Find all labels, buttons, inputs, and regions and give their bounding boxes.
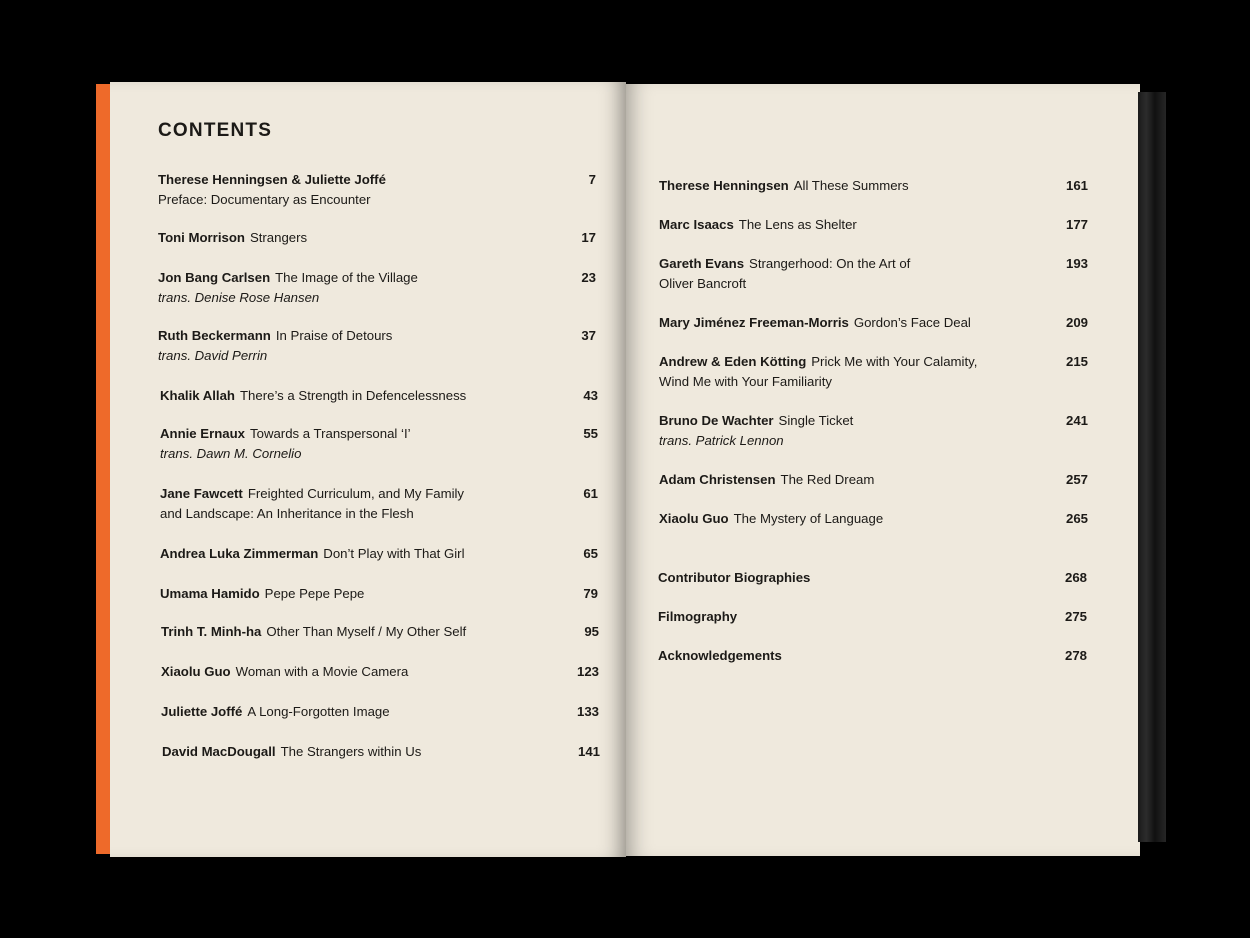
contents-entry xyxy=(659,254,1088,294)
entry-author: David MacDougall xyxy=(162,744,276,759)
entry-author: Toni Morrison xyxy=(158,230,245,245)
entry-title-continued: Preface: Documentary as Encounter xyxy=(158,192,371,207)
contents-entry xyxy=(659,352,1088,392)
back-matter-entry xyxy=(658,646,1087,666)
entry-title-continued: Wind Me with Your Familiarity xyxy=(659,374,832,389)
entry-line xyxy=(161,622,561,642)
entry-author: Therese Henningsen xyxy=(659,178,789,193)
entry-line xyxy=(158,326,558,346)
entry-line xyxy=(659,176,1039,196)
entry-title: Pepe Pepe Pepe xyxy=(264,586,365,601)
entry-author: Adam Christensen xyxy=(659,472,776,487)
entry-title: The Red Dream xyxy=(780,472,875,487)
contents-entry xyxy=(659,411,1088,451)
entry-page-number: 61 xyxy=(583,486,598,501)
entry-line xyxy=(160,544,560,564)
entry-translator: trans. Patrick Lennon xyxy=(659,433,784,448)
entry-title-continued: and Landscape: An Inheritance in the Flesh xyxy=(160,506,414,521)
contents-heading: CONTENTS xyxy=(158,120,273,141)
entry-page-number: 55 xyxy=(583,426,598,441)
entry-author: Xiaolu Guo xyxy=(659,511,729,526)
entry-author: Umama Hamido xyxy=(160,586,260,601)
entry-line xyxy=(160,424,560,444)
left-page xyxy=(110,82,626,857)
entry-page-number: 177 xyxy=(1065,217,1088,232)
entry-page-number: 17 xyxy=(581,230,596,245)
right-page xyxy=(626,84,1140,856)
entry-page-number: 257 xyxy=(1065,472,1088,487)
entry-page-number: 23 xyxy=(581,270,596,285)
contents-entry xyxy=(659,176,1088,196)
entry-title: The Strangers within Us xyxy=(280,744,422,759)
entry-author: Juliette Joffé xyxy=(161,704,243,719)
entry-page-number: 123 xyxy=(576,664,599,679)
entry-page-number: 65 xyxy=(583,546,598,561)
entry-author: Jane Fawcett xyxy=(160,486,243,501)
contents-entry xyxy=(158,326,596,366)
entry-title: The Mystery of Language xyxy=(733,511,884,526)
entry-page-number: 268 xyxy=(1064,570,1087,585)
entry-line xyxy=(659,352,1039,372)
entry-title: Towards a Transpersonal ‘I’ xyxy=(250,426,411,441)
entry-line xyxy=(160,386,560,406)
entry-page-number: 37 xyxy=(581,328,596,343)
entry-author: Andrea Luka Zimmerman xyxy=(160,546,319,561)
contents-entry xyxy=(161,662,599,682)
entry-author: Trinh T. Minh-ha xyxy=(161,624,262,639)
contents-entry xyxy=(161,622,599,642)
entry-line xyxy=(659,254,1039,274)
entry-page-number: 161 xyxy=(1065,178,1088,193)
entry-author: Jon Bang Carlsen xyxy=(158,270,271,285)
entry-page-number: 275 xyxy=(1064,609,1087,624)
entry-translator: trans. Denise Rose Hansen xyxy=(158,290,320,305)
contents-entry xyxy=(158,268,596,308)
entry-title: In Praise of Detours xyxy=(275,328,393,343)
back-matter-entry xyxy=(658,607,1087,627)
entry-line xyxy=(158,268,558,288)
entry-title: Freighted Curriculum, and My Family xyxy=(247,486,465,501)
back-matter-title: Acknowledgements xyxy=(658,648,782,663)
contents-entry xyxy=(659,470,1088,490)
entry-title: Other Than Myself / My Other Self xyxy=(266,624,467,639)
entry-author: Khalik Allah xyxy=(160,388,235,403)
entry-page-number: 79 xyxy=(583,586,598,601)
entry-title: Woman with a Movie Camera xyxy=(235,664,409,679)
entry-title: All These Summers xyxy=(793,178,909,193)
entry-line xyxy=(659,470,1039,490)
entry-page-number: 141 xyxy=(577,744,600,759)
contents-entry xyxy=(659,313,1088,333)
entry-line xyxy=(160,584,560,604)
entry-author: Andrew & Eden Kötting xyxy=(659,354,807,369)
entry-translator: trans. Dawn M. Cornelio xyxy=(160,446,302,461)
entry-author: Mary Jiménez Freeman-Morris xyxy=(659,315,849,330)
entry-line xyxy=(162,742,562,762)
entry-author: Gareth Evans xyxy=(659,256,745,271)
entry-line xyxy=(160,484,560,504)
entry-page-number: 209 xyxy=(1065,315,1088,330)
entry-title: Strangers xyxy=(249,230,308,245)
entry-title: A Long-Forgotten Image xyxy=(247,704,390,719)
contents-entry xyxy=(158,228,596,248)
entry-page-number: 265 xyxy=(1065,511,1088,526)
back-matter-title: Filmography xyxy=(658,609,738,624)
contents-entry xyxy=(160,386,598,406)
entry-page-number: 241 xyxy=(1065,413,1088,428)
entry-line xyxy=(161,702,561,722)
entry-author: Ruth Beckermann xyxy=(158,328,271,343)
entry-title: The Lens as Shelter xyxy=(738,217,857,232)
contents-entry xyxy=(161,702,599,722)
back-matter-entry xyxy=(658,568,1087,588)
entry-line xyxy=(161,662,561,682)
entry-page-number: 193 xyxy=(1065,256,1088,271)
entry-title: Single Ticket xyxy=(778,413,854,428)
contents-entry xyxy=(160,424,598,464)
entry-title: Don’t Play with That Girl xyxy=(323,546,465,561)
entry-author: Marc Isaacs xyxy=(659,217,734,232)
back-matter-title: Contributor Biographies xyxy=(658,570,811,585)
contents-entry xyxy=(659,215,1088,235)
entry-title: There’s a Strength in Defencelessness xyxy=(240,388,467,403)
entry-line xyxy=(659,411,1039,431)
entry-page-number: 7 xyxy=(588,172,596,187)
contents-entry xyxy=(162,742,600,762)
contents-entry xyxy=(160,544,598,564)
entry-title: Prick Me with Your Calamity, xyxy=(811,354,978,369)
entry-line xyxy=(659,509,1039,529)
contents-entry xyxy=(659,509,1088,529)
entry-title: Gordon’s Face Deal xyxy=(853,315,971,330)
entry-author: Bruno De Wachter xyxy=(659,413,774,428)
entry-author: Therese Henningsen & Juliette Joffé xyxy=(158,172,386,187)
entry-page-number: 133 xyxy=(576,704,599,719)
entry-page-number: 278 xyxy=(1064,648,1087,663)
contents-entry xyxy=(160,484,598,524)
entry-title: The Image of the Village xyxy=(275,270,418,285)
entry-page-number: 95 xyxy=(584,624,599,639)
entry-title-continued: Oliver Bancroft xyxy=(659,276,747,291)
entry-translator: trans. David Perrin xyxy=(158,348,268,363)
contents-entry xyxy=(160,584,598,604)
entry-title: Strangerhood: On the Art of xyxy=(749,256,911,271)
entry-line xyxy=(659,215,1039,235)
entry-line xyxy=(659,313,1039,333)
entry-line xyxy=(158,228,558,248)
entry-page-number: 215 xyxy=(1065,354,1088,369)
entry-author: Annie Ernaux xyxy=(160,426,246,441)
entry-page-number: 43 xyxy=(583,388,598,403)
page-stack-edge xyxy=(1138,92,1166,842)
entry-author: Xiaolu Guo xyxy=(161,664,231,679)
contents-entry xyxy=(158,170,596,210)
entry-line xyxy=(158,170,558,190)
